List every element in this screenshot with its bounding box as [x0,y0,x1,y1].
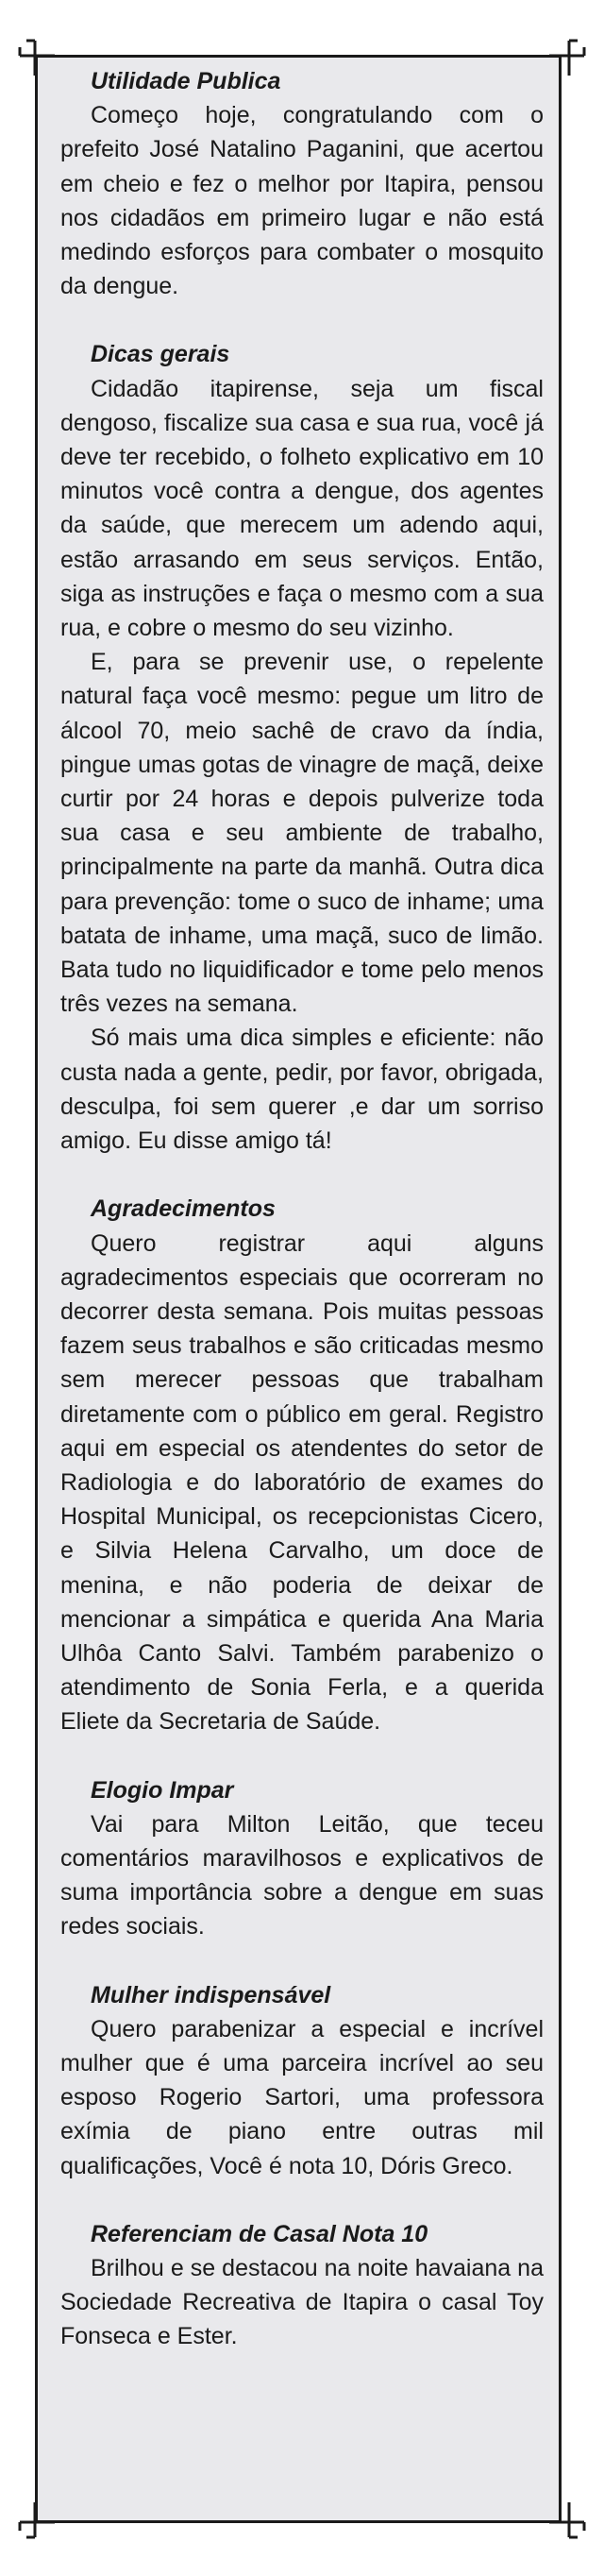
section-heading: Referenciam de Casal Nota 10 [91,2220,428,2247]
section-paragraph: Brilhou e se destacou na noite havaiana na Sociedade Recreativa de Itapira o casal Toy Fonseca e Ester. [60,2254,544,2350]
section-paragraph: Só mais uma dica simples e eficiente: não custa nada a gente, pedir, por favor, obrigada, desculpa, foi sem querer ,e dar um sorriso amigo. Eu disse amigo tá! [60,1025,544,1155]
corner-ornament-top-right [549,38,587,76]
corner-ornament-bottom-right [549,2502,587,2540]
section-heading: Dicas gerais [91,341,230,368]
column-content [60,64,544,2388]
section-agradecimentos [60,1192,544,1738]
section-paragraph: Cidadão itapirense, seja um fiscal dengoso, fiscalize sua casa e sua rua, você já deve ter recebido, o folheto explicativo em 10 minutos você contra a dengue, dos agentes da saúde, que merecem um adendo aqui, estão arrasando em seus serviços. Então, siga as instruções e faça o mesmo com a sua rua, e cobre o mesmo do seu vizinho. [60,375,544,642]
corner-ornament-top-left [17,38,55,76]
section-casal-nota-10 [60,2217,544,2354]
section-dicas-gerais [60,337,544,1158]
section-paragraph: Vai para Milton Leitão, que teceu comentários maravilhosos e explicativos de suma importância sobre a dengue em suas redes sociais. [60,1810,544,1940]
section-paragraph: Quero registrar aqui alguns agradecimentos especiais que ocorreram no decorrer desta semana. Pois muitas pessoas fazem seus trabalhos e são criticadas mesmo sem merecer pessoas que trabalham diretamente com o público em geral. Registro aqui em especial os atendentes do setor de Radiologia e do laboratório de exames do Hospital Municipal, os recepcionistas Cicero, e Silvia Helena Carvalho, um doce de menina, e não poderia de deixar de mencionar a simpática e querida Ana Maria Ulhôa Canto Salvi. Também parabenizo o atendimento de Sonia Ferla, e a querida Eliete da Secretaria de Saúde. [60,1229,544,1736]
section-utilidade-publica [60,64,544,303]
section-paragraph: E, para se prevenir use, o repelente natural faça você mesmo: pegue um litro de álcool 70, meio sachê de cravo da índia, pingue umas gotas de vinagre de maçã, deixe curtir por 24 horas e depois pulverize toda sua casa e seu ambiente de trabalho, principalmente na parte da manhã. Outra dica para prevenção: tome o suco de inhame; uma batata de inhame, uma maçã, suco de limão. Bata tudo no liquidificador e tome pelo menos três vezes na semana. [60,649,544,1018]
section-mulher-indispensavel [60,1978,544,2183]
section-elogio-impar [60,1773,544,1944]
section-heading: Agradecimentos [91,1195,276,1223]
section-heading: Utilidade Publica [91,68,281,94]
section-paragraph: Quero parabenizar a especial e incrível mulher que é uma parceira incrível ao seu esposo Rogerio Sartori, uma professora exímia de piano entre outras mil qualificações, Você é nota 10, Dóris Greco. [60,2015,544,2179]
corner-ornament-bottom-left [17,2502,55,2540]
section-paragraph: Começo hoje, congratulando com o prefeito José Natalino Paganini, que acertou em cheio e fez o melhor por Itapira, pensou nos cidadãos em primeiro lugar e não está medindo esforços para combater o mosquito da dengue. [60,102,544,300]
section-heading: Elogio Impar [91,1776,234,1804]
section-heading: Mulher indispensável [91,1981,331,2008]
